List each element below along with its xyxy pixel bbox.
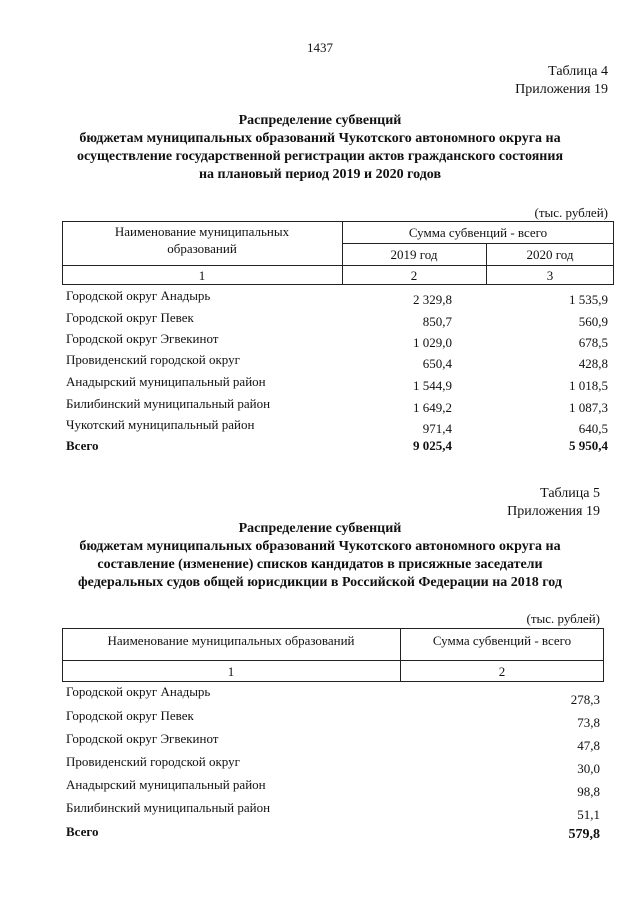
table5-col-num2: 2 (498, 664, 506, 679)
row-value: 278,3 (570, 692, 600, 707)
row-value-2020: 560,9 (578, 314, 608, 329)
table4-header-name-line1: Наименование муниципальных (114, 224, 290, 239)
table4-title-line3: осуществление государственной регистрации актов гражданского состояния (76, 149, 564, 164)
table4-header-year2: 2020 год (526, 247, 574, 262)
table4-header-name-line2: образований (167, 241, 237, 256)
row-value-2019: 1 544,9 (413, 378, 452, 393)
table4-col-num3: 3 (546, 268, 554, 283)
page-number: 1437 (307, 40, 333, 55)
row-name: Провиденский городской округ (66, 352, 240, 367)
table4-caption-line1: Таблица 4 (548, 64, 608, 79)
table4-caption-line2: Приложения 19 (515, 82, 608, 97)
row-value: 47,8 (577, 738, 600, 753)
table4-units: (тыс. рублей) (534, 205, 608, 220)
table5-title-line1: Распределение субвенций (238, 521, 402, 536)
table4-col-num1: 1 (198, 268, 206, 283)
row-value-2020: 1 535,9 (569, 292, 608, 307)
total-label: Всего (66, 824, 99, 839)
row-name: Городской округ Певек (66, 708, 194, 723)
row-value-2019: 1 029,0 (413, 335, 452, 350)
table4-header-sum: Сумма субвенций - всего (408, 225, 548, 240)
table5-units: (тыс. рублей) (526, 611, 600, 626)
row-name: Анадырский муниципальный район (66, 777, 266, 792)
table5-title-line4: федеральных судов общей юрисдикции в Российской Федерации на 2018 год (78, 575, 562, 590)
table4-title-line1: Распределение субвенций (238, 113, 402, 128)
row-name: Городской округ Анадырь (66, 684, 211, 699)
table5-col-num1: 1 (227, 664, 235, 679)
table4-title-line2: бюджетам муниципальных образований Чукотского автономного округа на (79, 131, 561, 146)
row-value: 98,8 (577, 784, 600, 799)
row-name: Городской округ Анадырь (66, 288, 211, 303)
table5-title-line2: бюджетам муниципальных образований Чукотского автономного округа на (79, 539, 561, 554)
table4-col-num2: 2 (410, 268, 418, 283)
row-value-2020: 678,5 (578, 335, 608, 350)
table5-title-line3: составление (изменение) списков кандидатов в присяжные заседатели (97, 557, 543, 572)
row-name: Городской округ Эгвекинот (66, 731, 219, 746)
row-value-2019: 1 649,2 (413, 400, 452, 415)
total-label: Всего (66, 438, 99, 453)
total-value-2020: 5 950,4 (569, 438, 608, 453)
row-value: 30,0 (577, 761, 600, 776)
row-value-2019: 2 329,8 (413, 292, 452, 307)
row-value-2019: 971,4 (422, 421, 452, 436)
table5-header-sum: Сумма субвенций - всего (432, 633, 572, 648)
row-value-2020: 1 018,5 (569, 378, 608, 393)
table5-caption-line2: Приложения 19 (507, 504, 600, 519)
table4-title-line4: на плановый период 2019 и 2020 годов (198, 167, 442, 182)
total-value: 579,8 (568, 827, 600, 842)
row-name: Городской округ Певек (66, 310, 194, 325)
table5-caption-line1: Таблица 5 (540, 486, 600, 501)
table4-header-year1: 2019 год (390, 247, 438, 262)
row-value: 51,1 (577, 807, 600, 822)
row-name: Билибинский муниципальный район (66, 396, 271, 411)
row-value: 73,8 (577, 715, 600, 730)
row-value-2020: 1 087,3 (569, 400, 608, 415)
total-value-2019: 9 025,4 (413, 438, 452, 453)
row-name: Городской округ Эгвекинот (66, 331, 219, 346)
row-value-2020: 428,8 (578, 356, 608, 371)
row-name: Чукотский муниципальный район (66, 417, 255, 432)
table5-header-name: Наименование муниципальных образований (107, 633, 355, 648)
row-name: Билибинский муниципальный район (66, 800, 271, 815)
row-name: Провиденский городской округ (66, 754, 240, 769)
row-value-2019: 650,4 (422, 356, 452, 371)
row-value-2019: 850,7 (422, 314, 452, 329)
row-name: Анадырский муниципальный район (66, 374, 266, 389)
row-value-2020: 640,5 (578, 421, 608, 436)
